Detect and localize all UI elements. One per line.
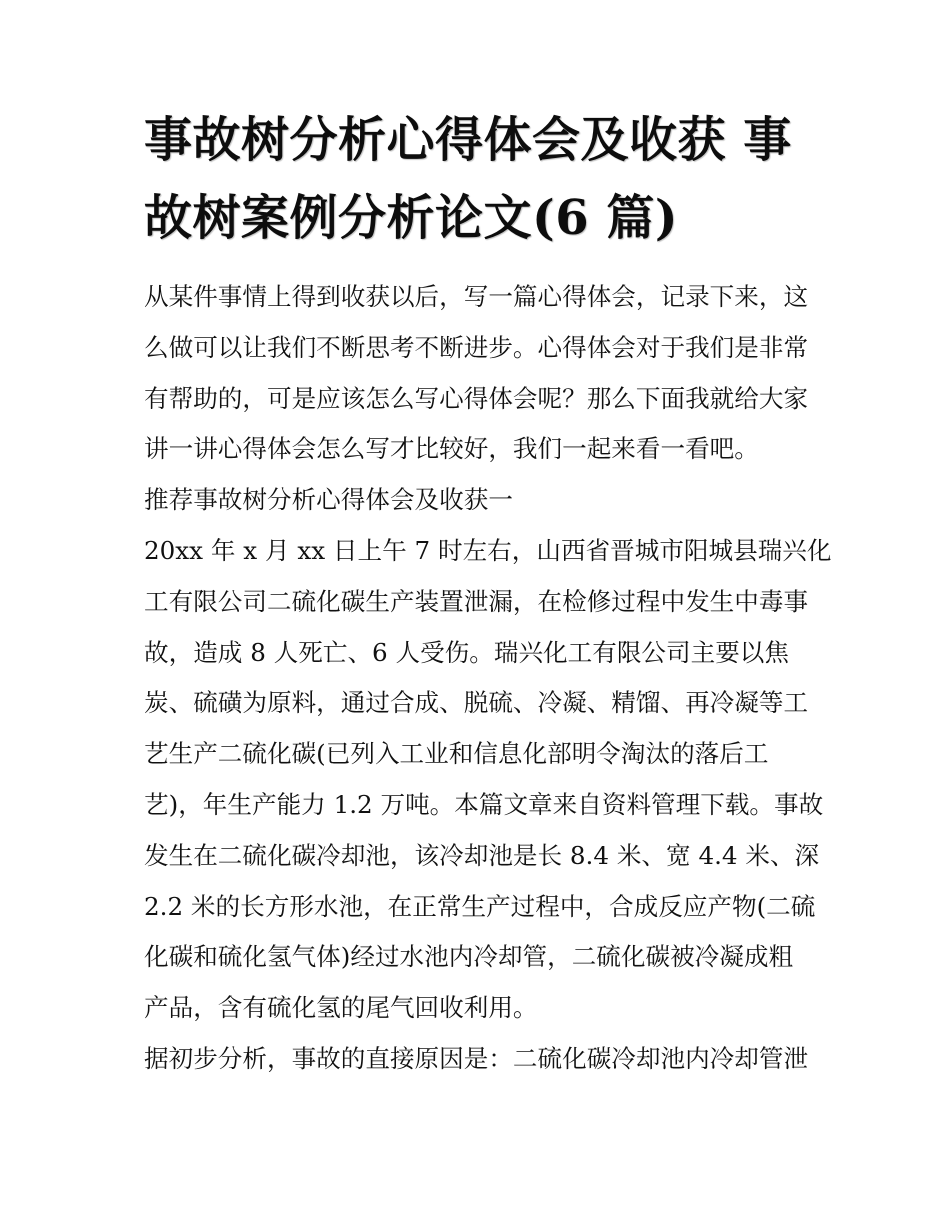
body-text-line: 20xx 年 x 月 xx 日上午 7 时左右，山西省晋城市阳城县瑞兴化: [144, 535, 832, 565]
body-text-line: 产品，含有硫化氢的尾气回收利用。: [144, 993, 538, 1023]
body-text-line: 从某件事情上得到收获以后，写一篇心得体会，记录下来，这: [144, 282, 809, 311]
body-text-line: 工有限公司二硫化碳生产装置泄漏，在检修过程中发生中毒事: [144, 586, 809, 616]
body-text-line: 推荐事故树分析心得体会及收获一: [144, 485, 513, 515]
body-text-line: 2.2 米的长方形水池，在正常生产过程中，合成反应产物(二硫: [144, 891, 816, 921]
body-text-line: 艺生产二硫化碳(已列入工业和信息化部明令淘汰的落后工: [144, 739, 769, 769]
document-body: [144, 272, 832, 1085]
body-text-line: 炭、硫磺为原料，通过合成、脱硫、冷凝、精馏、再冷凝等工: [144, 688, 809, 718]
body-text-line: 故，造成 8 人死亡、6 人受伤。瑞兴化工有限公司主要以焦: [144, 637, 789, 667]
document-title-line: 故树案例分析论文(6 篇): [144, 190, 679, 246]
document-title: [144, 101, 792, 257]
body-text-line: 么做可以让我们不断思考不断进步。心得体会对于我们是非常: [144, 332, 809, 362]
body-text-line: 化碳和硫化氢气体)经过水池内冷却管，二硫化碳被冷凝成粗: [144, 942, 794, 972]
body-text-line: 艺)，年生产能力 1.2 万吨。本篇文章来自资料管理下载。事故: [144, 789, 824, 819]
body-text-line: 发生在二硫化碳冷却池，该冷却池是长 8.4 米、宽 4.4 米、深: [144, 840, 820, 870]
body-text-line: 讲一讲心得体会怎么写才比较好，我们一起来看一看吧。: [144, 434, 759, 464]
body-text-line: 有帮助的，可是应该怎么写心得体会呢？那么下面我就给大家: [144, 383, 809, 413]
document-title-line: 事故树分析心得体会及收获 事: [144, 112, 792, 168]
body-text-line: 据初步分析，事故的直接原因是：二硫化碳冷却池内冷却管泄: [144, 1043, 809, 1073]
